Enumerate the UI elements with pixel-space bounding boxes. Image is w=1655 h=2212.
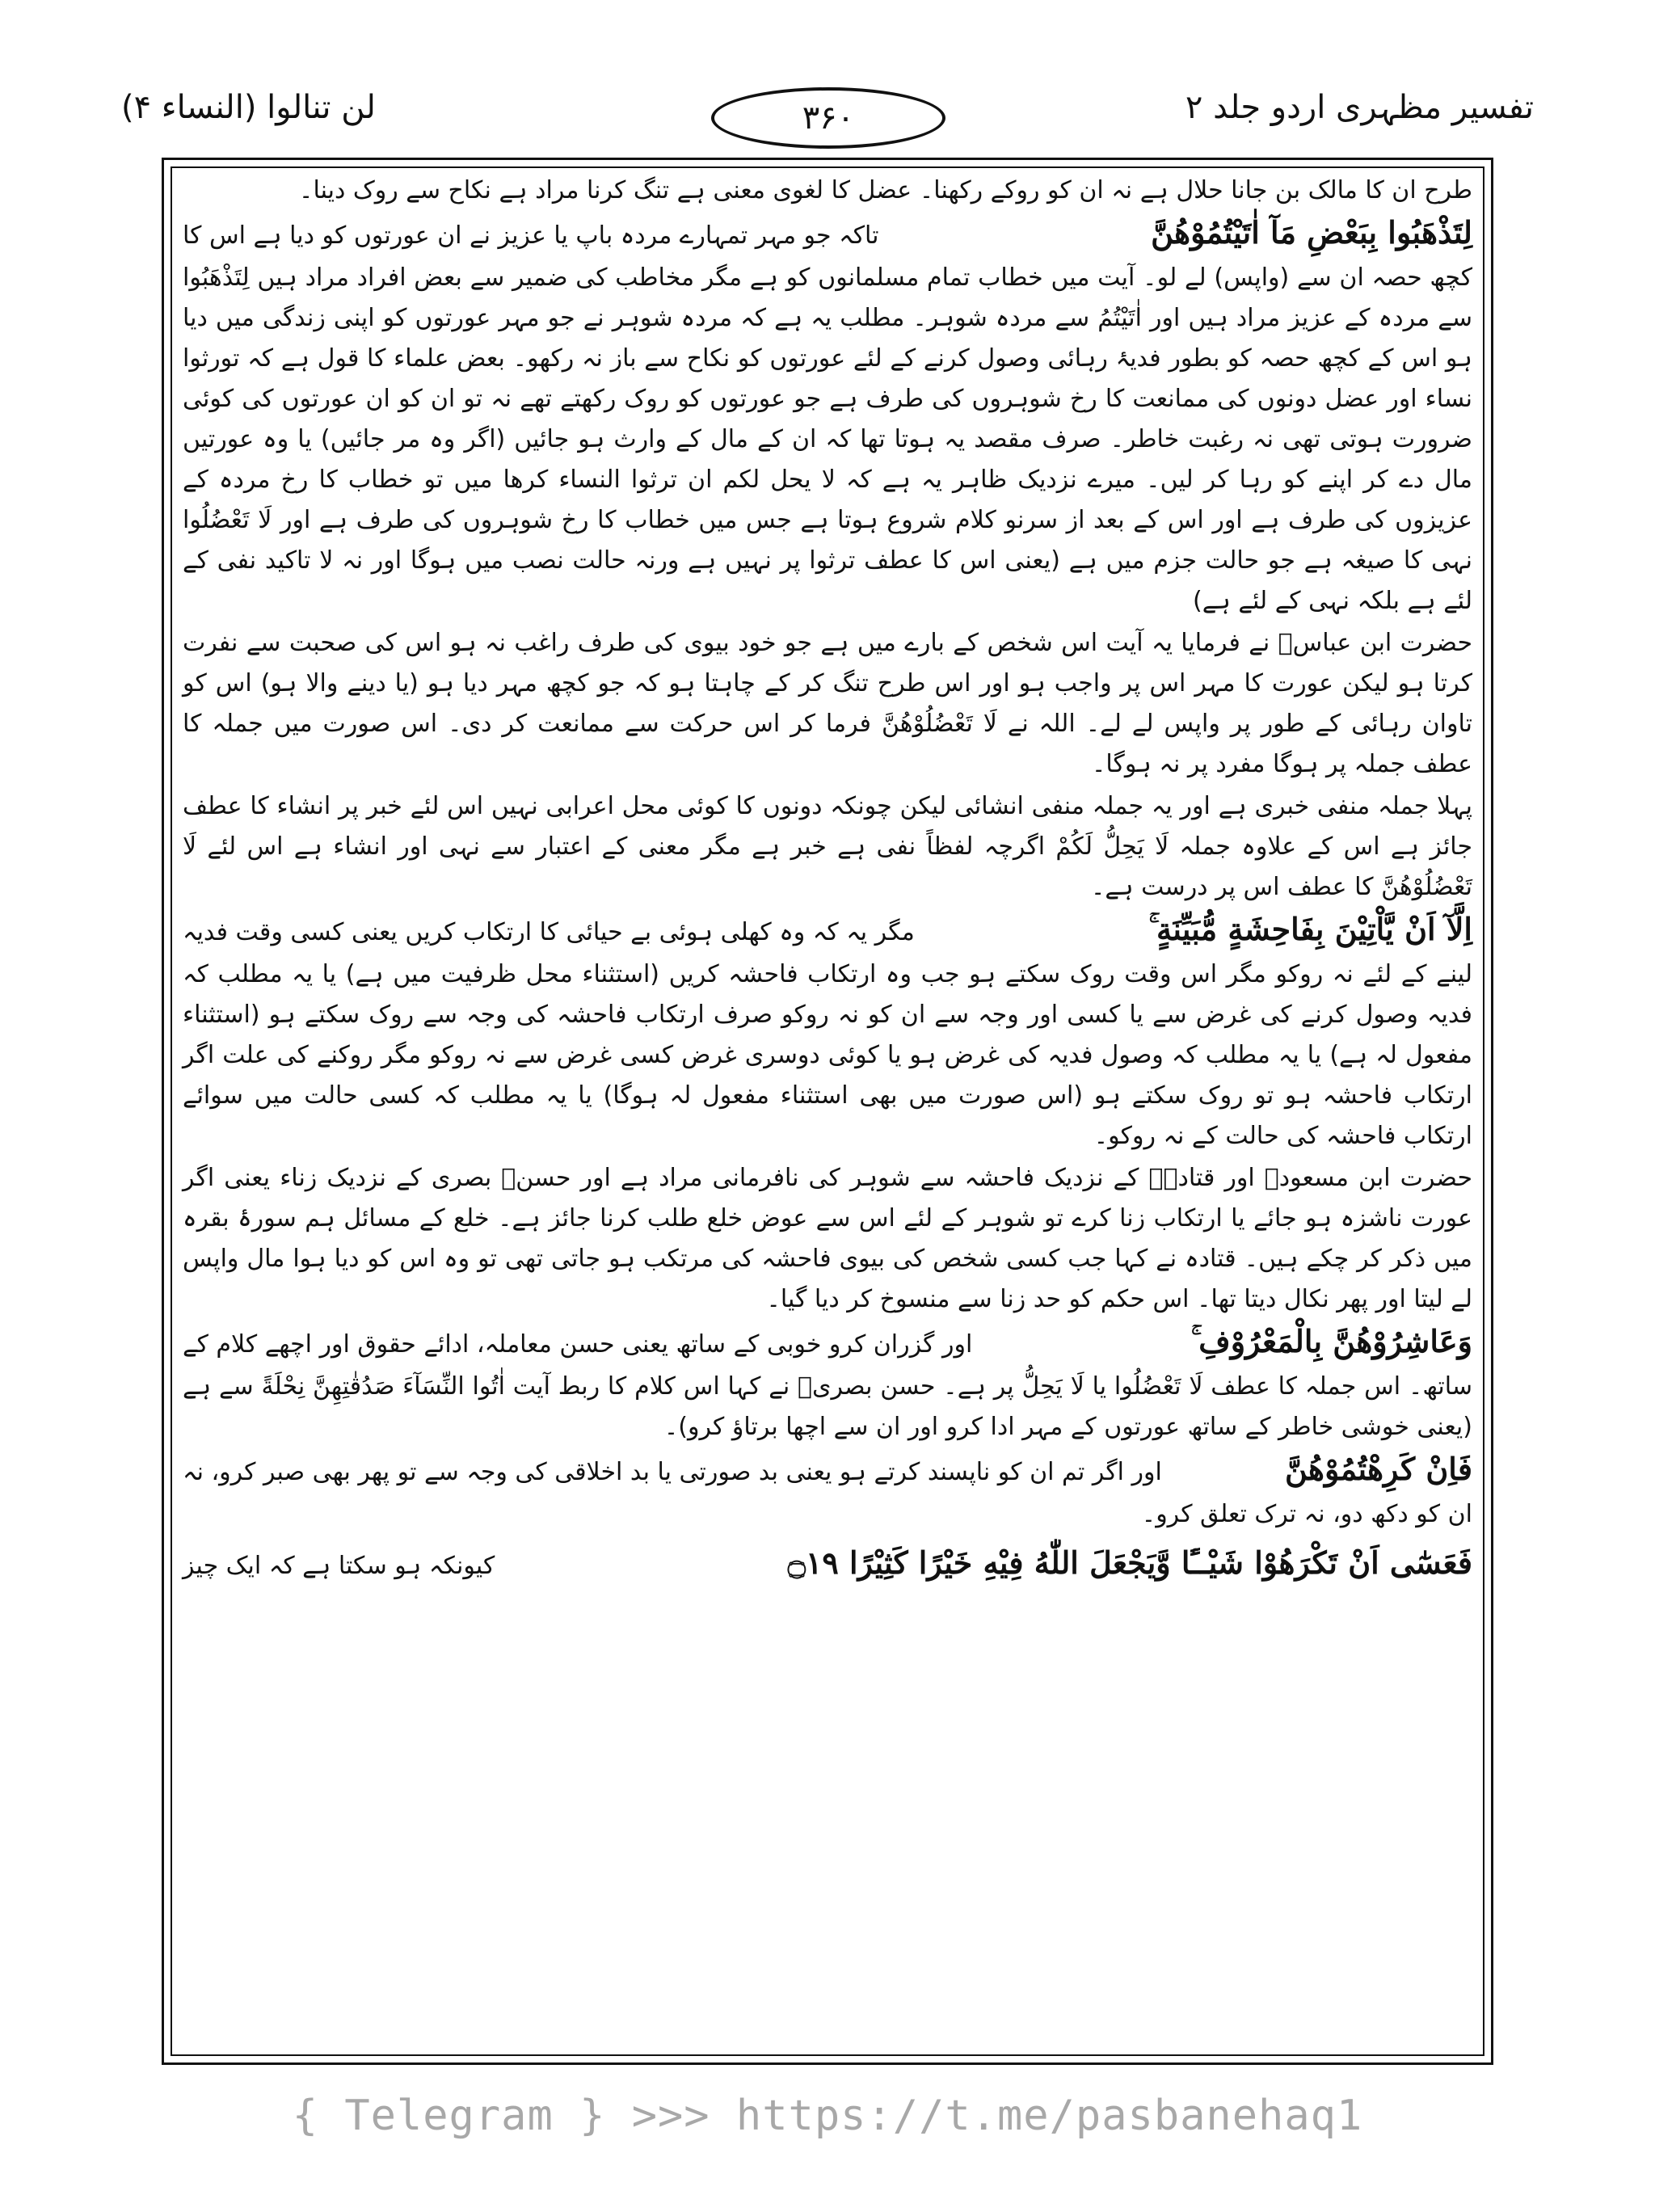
verse-translation: اور اگر تم ان کو ناپسند کرتے ہو یعنی بد صورتی یا بد اخلاقی کی وجہ سے تو پھر بھی صبر کرو، نہ (183, 1458, 1162, 1486)
paragraph: طرح ان کا مالک بن جانا حلال ہے نہ ان کو روکے رکھنا۔ عضل کا لغوی معنی ہے تنگ کرنا مراد ہے نکاح سے روک دینا۔ (298, 176, 1472, 204)
verse-arabic: وَعَاشِرُوْهُنَّ بِالْمَعْرُوْفِ ۚ (1190, 1323, 1472, 1359)
paragraph: لینے کے لئے نہ روکو مگر اس وقت روک سکتے ہو جب وہ ارتکاب فاحشہ کریں (استثناء محل ظرفیت میں ہے) یا یہ مطلب کہ فدیہ وصول کرنے کی غرض سے یا کسی اور وجہ سے ان کو نہ روکو صرف ارتکاب فاحشہ کی وجہ سے روک سکتے ہو (استثناء مفعول لہ ہے) یا یہ مطلب کہ وصول فدیہ کی غرض ہو یا کوئی دوسری غرض کسی غرض سے نہ روکو مگر روکنے کی علت اگر ارتکاب فاحشہ ہو تو روک سکتے ہو (اس صورت میں بھی استثناء مفعول لہ ہوگا) یا یہ مطلب کہ کسی حالت میں سوائے ارتکاب فاحشہ کی حالت کے نہ روکو۔ (183, 960, 1472, 1150)
header-surah-ref: لن تنالوا (النساء ۴) (121, 89, 376, 126)
paragraph: ان کو دکھ دو، نہ ترک تعلق کرو۔ (1141, 1500, 1472, 1528)
verse-arabic: لِتَذْهَبُوا بِبَعْضِ مَآ اٰتَيْتُمُوْهُنَّ (1151, 214, 1472, 251)
verse-arabic: فَاِنْ كَرِهْتُمُوْهُنَّ (1284, 1451, 1472, 1487)
paragraph: ساتھ۔ اس جملہ کا عطف لَا تَعْضُلُوا یا لَا يَحِلُّ پر ہے۔ حسن بصریؒ نے کہا اس کلام کا ربط آیت اٰتُوا النِّسَآءَ صَدُقٰتِهِنَّ نِحْلَةً سے ہے (یعنی خوشی خاطر کے ساتھ عورتوں کے مہر ادا کرو اور ان سے اچھا برتاؤ کرو)۔ (183, 1372, 1472, 1441)
telegram-watermark: { Telegram } >>> https://t.me/pasbanehaq1 (292, 2092, 1363, 2140)
page-header (0, 0, 1655, 141)
verse-row (183, 909, 1472, 953)
verse-arabic: فَعَسٰٓى اَنْ تَكْرَهُوْا شَيْــًٔا وَّيَجْعَلَ اللّٰهُ فِيْهِ خَيْرًا كَثِيْرًا ۝۱۹ (787, 1544, 1472, 1581)
header-book-title: تفسیر مظہری اردو جلد ۲ (1185, 89, 1534, 126)
paragraph: کچھ حصہ ان سے (واپس) لے لو۔ آیت میں خطاب تمام مسلمانوں کو ہے مگر مخاطب کی ضمیر سے بعض افراد مراد ہیں لِتَذْهَبُوا سے مردہ کے عزیز مراد ہیں اور اٰتَيْتُمُ سے مردہ شوہر۔ مطلب یہ ہے کہ مردہ شوہر نے جو مہر عورتوں کو اپنی زندگی میں دیا ہو اس کے کچھ حصہ کو بطور فدیۂ رہائی وصول کرنے کے لئے عورتوں کو نکاح سے باز نہ رکھو۔ بعض علماء کا قول ہے کہ تورثوا نساء اور عضل دونوں کی ممانعت کا رخ شوہروں کی طرف ہے جو عورتوں کو روک رکھتے تھے نہ تو ان کو ان عورتوں کی کوئی ضرورت ہوتی تھی نہ رغبت خاطر۔ صرف مقصد یہ ہوتا تھا کہ ان کے مال کے وارث ہو جائیں (اگر وہ مر جائیں) یا وہ عورتیں مال دے کر اپنے کو رہا کر لیں۔ میرے نزدیک ظاہر یہ ہے کہ لا یحل لکم ان ترثوا النساء کرھا میں تو خطاب کا رخ مردہ کے عزیزوں کی طرف ہے اور اس کے بعد از سرنو کلام شروع ہوتا ہے جس میں خطاب کا رخ شوہروں کی طرف ہے اور لَا تَعْضُلُوا نہی کا صیغہ ہے جو حالت جزم میں ہے (یعنی اس کا عطف ترثوا پر نہیں ہے ورنہ حالت نصب میں ہوگا اور نہ لا تاکید نفی کے لئے ہے بلکہ نہی کے لئے ہے) (183, 263, 1472, 615)
verse-row (183, 1543, 1472, 1586)
page-body (171, 166, 1484, 2057)
verse-row (183, 1449, 1472, 1493)
paragraph: حضرت ابن عباسؓ نے فرمایا یہ آیت اس شخص کے بارے میں ہے جو خود بیوی کی طرف راغب نہ ہو اس کی صحبت سے نفرت کرتا ہو لیکن عورت کا مہر اس پر واجب ہو اور اس طرح تنگ کر کے چاہتا ہو کہ جو کچھ مہر دیا ہو (یا دینے والا ہو) اس کو تاوان رہائی کے طور پر واپس لے لے۔ اللہ نے لَا تَعْضُلُوْهُنَّ فرما کر اس حرکت سے ممانعت کر دی۔ اس صورت میں جملہ کا عطف جملہ پر ہوگا مفرد پر نہ ہوگا۔ (183, 629, 1472, 778)
verse-arabic: اِلَّآ اَنْ يَّاْتِيْنَ بِفَاحِشَةٍ مُّبَيِّنَةٍ ۚ (1148, 911, 1472, 947)
verse-translation: مگر یہ کہ وہ کھلی ہوئی بے حیائی کا ارتکاب کریں یعنی کسی وقت فدیہ (183, 918, 915, 946)
page-number: ۳۶۰ (711, 87, 945, 149)
verse-translation: تاکہ جو مہر تمہارے مردہ باپ یا عزیز نے ان عورتوں کو دیا ہے اس کا (183, 221, 879, 250)
verse-translation: اور گزران کرو خوبی کے ساتھ یعنی حسن معاملہ، ادائے حقوق اور اچھے کلام کے (183, 1330, 973, 1359)
verse-row (183, 213, 1472, 256)
paragraph: پہلا جملہ منفی خبری ہے اور یہ جملہ منفی انشائی لیکن چونکہ دونوں کا کوئی محل اعرابی نہیں اس لئے خبر پر انشاء کا عطف جائز ہے اس کے علاوہ جملہ لَا يَحِلُّ لَكُمْ اگرچہ لفظاً نفی ہے خبر ہے مگر معنی کے اعتبار سے نہی اور انشاء ہے اس لئے لَا تَعْضُلُوْهُنَّ کا عطف اس پر درست ہے۔ (183, 792, 1472, 901)
verse-translation: کیونکہ ہو سکتا ہے کہ ایک چیز (183, 1552, 495, 1580)
paragraph: حضرت ابن مسعودؓ اور قتادہؒ کے نزدیک فاحشہ سے شوہر کی نافرمانی مراد ہے اور حسنؒ بصری کے نزدیک زناء یعنی اگر عورت ناشزہ ہو جائے یا ارتکاب زنا کرے تو شوہر کے لئے اس سے عوض خلع طلب کرنا جائز ہے۔ خلع کے مسائل ہم سورۂ بقرہ میں ذکر کر چکے ہیں۔ قتادہ نے کہا جب کسی شخص کی بیوی فاحشہ کی مرتکب ہو جاتی تھی تو وہ اس کو دیا ہوا مال واپس لے لیتا اور پھر نکال دیتا تھا۔ اس حکم کو حد زنا سے منسوخ کر دیا گیا۔ (183, 1164, 1472, 1313)
verse-row (183, 1321, 1472, 1365)
